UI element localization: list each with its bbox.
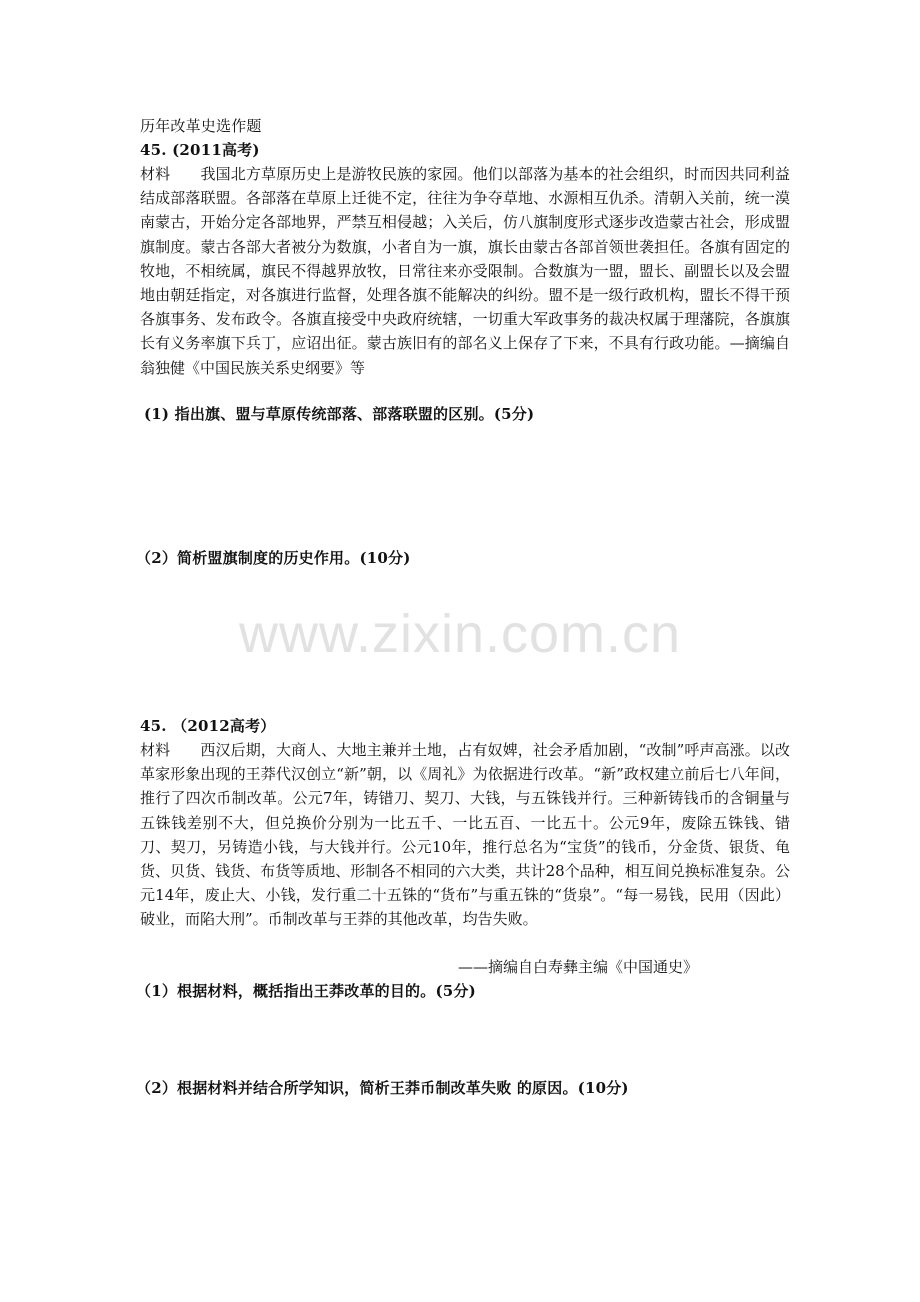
q2-subquestion-2: （2）根据材料并结合所学知识，简析王莽币制改革失败 的原因。(10分)	[136, 1079, 629, 1097]
watermark: www.zixin.com.cn	[238, 604, 682, 664]
q2-subquestion-1: （1）根据材料，概括指出王莽改革的目的。(5分)	[136, 982, 476, 1000]
doc-title: 历年改革史选作题	[140, 117, 262, 135]
q2-source: ——摘编自白寿彝主编《中国通史》	[458, 958, 699, 976]
q1-material: 材料 我国北方草原历史上是游牧民族的家园。他们以部落为基本的社会组织，时而因共同利益结成部落联盟。各部落在草原上迁徙不定，往往为争夺草地、水源相互仇杀。清朝入关前，统一漠南蒙古，开始分定各部地界，严禁互相侵越；入关后，仿八旗制度形式逐步改造蒙古社会，形成盟旗制度。蒙古各部大者被分为数旗，小者自为一旗，旗长由蒙古各部首领世袭担任。各旗有固定的牧地，不相统属，旗民不得越界放牧，日常往来亦受限制。合数旗为一盟，盟长、副盟长以及会盟地由朝廷指定，对各旗进行监督，处理各旗不能解决的纠纷。盟不是一级行政机构，盟长不得干预各旗事务、发布政令。各旗直接受中央政府统辖，一切重大军政事务的裁决权属于理藩院，各旗旗长有义务率旗下兵丁，应诏出征。蒙古族旧有的部名义上保存了下来，不具有行政功能。—摘编自翁独健《中国民族关系史纲要》等	[140, 165, 790, 377]
q2-heading: 45. （2012高考）	[140, 717, 276, 735]
q1-heading: 45. (2011高考)	[140, 141, 260, 159]
q1-subquestion-1: (1) 指出旗、盟与草原传统部落、部落联盟的区别。(5分)	[144, 405, 535, 423]
q2-material: 材料 西汉后期，大商人、大地主兼并土地，占有奴婢，社会矛盾加剧，“改制”呼声高涨。以改革家形象出现的王莽代汉创立“新”朝，以《周礼》为依据进行改革。“新”政权建立前后七八年间，推行了四次币制改革。公元7年，铸错刀、契刀、大钱，与五铢钱并行。三种新铸钱币的含铜量与五铢钱差别不大，但兑换价分别为一比五千、一比五百、一比五十。公元9年，废除五铢钱、错刀、契刀，另铸造小钱，与大钱并行。公元10年，推行总名为“宝货”的钱币，分金货、银货、龟货、贝货、钱货、布货等质地、形制各不相同的六大类，共计28个品种，相互间兑换标准复杂。公元14年，废止大、小钱，发行重二十五铢的“货布”与重五铢的“货泉”。“每一易钱，民用（因此）破业，而陷大刑”。币制改革与王莽的其他改革，均告失败。	[140, 741, 790, 929]
q1-subquestion-2: （2）简析盟旗制度的历史作用。(10分)	[136, 549, 411, 567]
